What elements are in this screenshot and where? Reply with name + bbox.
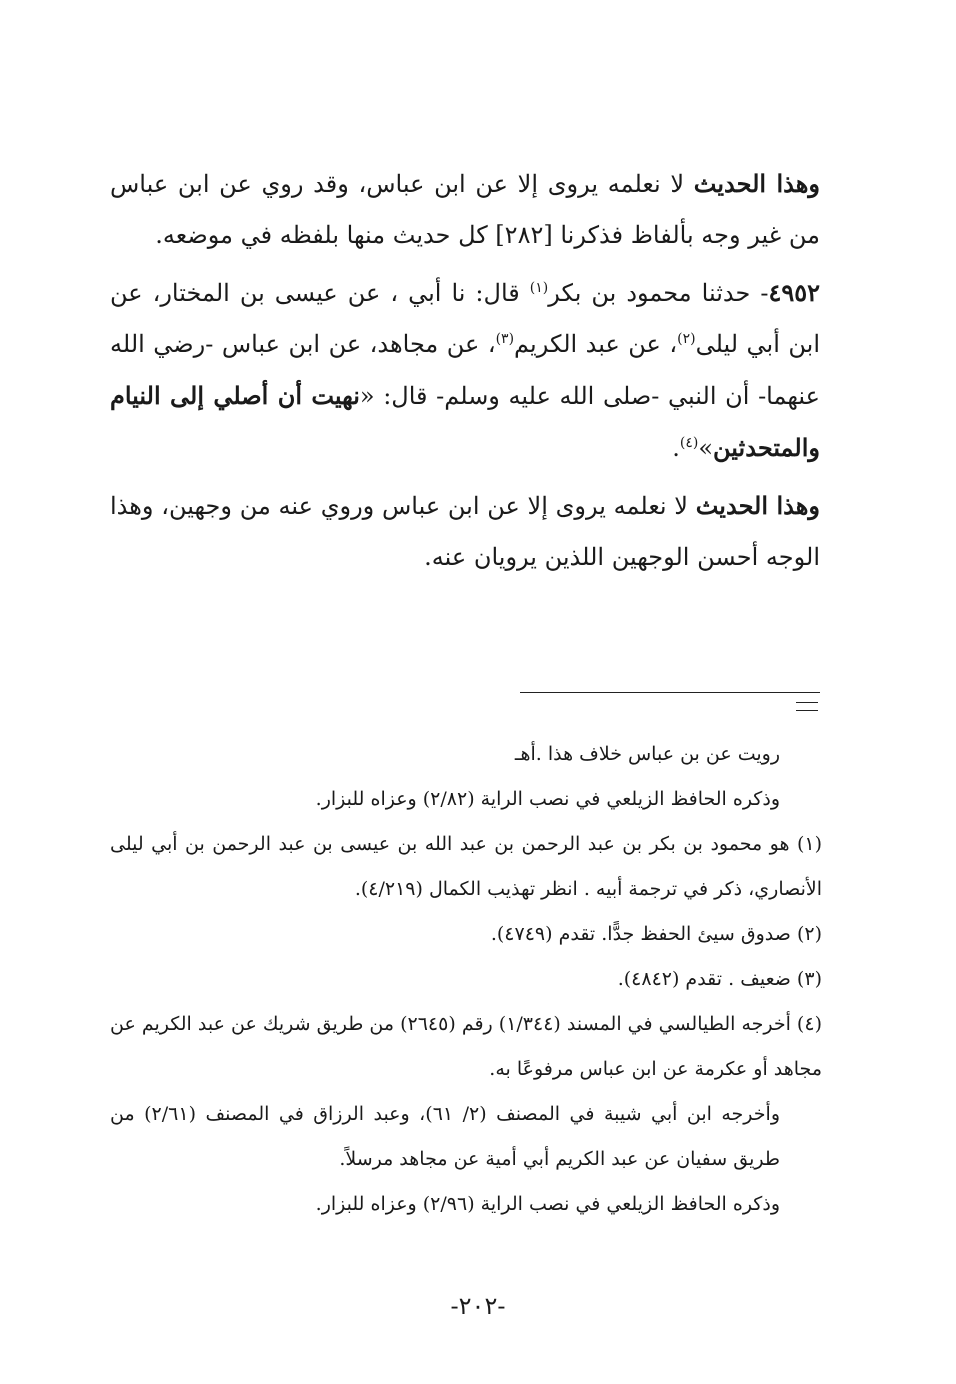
- footnote-1: (١) هو محمود بن بكر بن عبد الرحمن بن عبد الله بن عيسى بن عبد الرحمن بن أبي ليلى الأنصاري، ذكر في ترجمة أبيه . انظر تهذيب الكمال (٤/٢١٩).: [110, 833, 822, 900]
- paragraph-lead: وهذا الحديث: [693, 169, 820, 198]
- hadith-text-a: - حدثنا محمود بن بكر: [548, 279, 769, 307]
- hadith-number: ٤٩٥٢: [768, 278, 820, 307]
- hadith-text-e: »: [698, 434, 714, 462]
- footnote-ref-2: (٢): [677, 331, 696, 347]
- paragraph-text: لا نعلمه يروى إلا عن ابن عباس وروي عنه من وجهين، وهذا الوجه أحسن الوجهين اللذين يرويان عنه.: [110, 492, 820, 571]
- footnote-separator: [520, 692, 820, 693]
- paragraph-2-hadith: [110, 267, 820, 474]
- footnote-ref-4: (٤): [679, 435, 699, 451]
- hadith-quote: نهيت أن أصلي إلى النيام والمتحدثين: [110, 381, 820, 462]
- footnote-ref-1: (١): [529, 280, 549, 296]
- hadith-text-b: قال: نا أبي ، عن عيسى بن المختار، عن ابن أبي ليلى: [110, 279, 821, 358]
- footnote-continuation: رويت عن بن عباس خلاف هذا .أهـ: [514, 743, 780, 765]
- footnote-ref-3: (٣): [495, 331, 515, 347]
- footnote-3: (٣) ضعيف . تقدم (٤٨٤٢).: [617, 968, 822, 990]
- paragraph-lead: وهذا الحديث: [695, 491, 820, 520]
- hadith-text-c: ، عن عبد الكريم: [514, 330, 678, 358]
- paragraph-text: لا نعلمه يروى إلا عن ابن عباس، وقد روي عن ابن عباس من غير وجه بألفاظ فذكرنا [٢٨٢] كل حديث منها بلفظه في موضعه.: [110, 170, 820, 249]
- continuation-mark: [796, 702, 818, 711]
- page-number: -٢٠٢-: [450, 1292, 506, 1320]
- footnotes: [110, 732, 822, 1227]
- main-text: [110, 158, 820, 583]
- footnote-continuation: وذكره الحافظ الزيلعي في نصب الراية (٢/٨٢) وعزاه للبزار.: [315, 788, 780, 810]
- footnote-2: (٢) صدوق سيئ الحفظ جدًّا. تقدم (٤٧٤٩).: [490, 923, 822, 945]
- footnote-4-continuation: وذكره الحافظ الزيلعي في نصب الراية (٢/٩٦) وعزاه للبزار.: [315, 1193, 780, 1215]
- footnote-4: (٤) أخرجه الطيالسي في المسند (١/٣٤٤) رقم (٢٦٤٥) من طريق شريك عن عبد الكريم عن مجاهد أو عكرمة عن ابن عباس مرفوعًا به.: [110, 1013, 822, 1080]
- footnote-4-continuation: وأخرجه ابن أبي شيبة في المصنف (٢/ ٦١)، وعبد الرزاق في المصنف (٢/٦١) من طريق سفيان عن عبد الكريم أبي أمية عن مجاهد مرسلاً.: [110, 1103, 780, 1170]
- paragraph-3: [110, 480, 820, 583]
- hadith-text-d: ، عن مجاهد، عن ابن عباس -رضي الله عنهما- أن النبي -صلى الله عليه وسلم- قال: «: [110, 330, 820, 410]
- hadith-text-f: .: [672, 434, 680, 462]
- paragraph-1: [110, 158, 820, 261]
